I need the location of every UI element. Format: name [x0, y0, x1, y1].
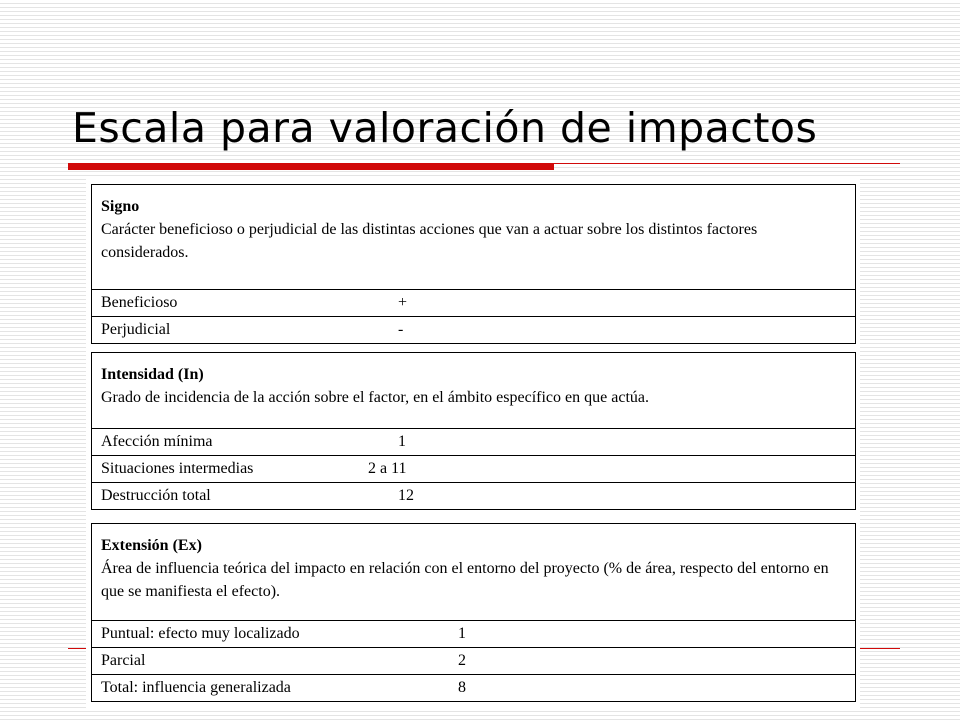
row-value: - — [398, 321, 404, 338]
table-row — [92, 289, 855, 316]
row-value: 2 — [458, 652, 466, 669]
table-intensidad — [91, 352, 856, 510]
table-row — [92, 620, 855, 647]
scale-tables-panel — [86, 176, 860, 709]
row-value: 8 — [458, 679, 466, 696]
row-label: Beneficioso — [101, 294, 178, 311]
table-title: Extensión (Ex) — [101, 537, 202, 554]
table-signo — [91, 184, 856, 344]
row-value: 1 — [398, 433, 406, 450]
title-accent-bar — [68, 163, 554, 170]
row-label: Parcial — [101, 652, 146, 669]
table-description: Carácter beneficioso o perjudicial de las distintas acciones que van a actuar sobre los distintos factores considerados. — [101, 221, 758, 261]
table-description: Área de influencia teórica del impacto en relación con el entorno del proyecto (% de área, respecto del entorno en que se manifiesta el efecto). — [101, 560, 829, 600]
row-label: Total: influencia generalizada — [101, 679, 291, 696]
row-value: 12 — [398, 487, 414, 504]
table-row — [92, 455, 855, 482]
table-row — [92, 428, 855, 455]
row-label: Situaciones intermedias — [101, 460, 254, 477]
table-header — [92, 185, 855, 289]
table-description: Grado de incidencia de la acción sobre el factor, en el ámbito específico en que actúa. — [101, 389, 649, 406]
row-value: 1 — [458, 625, 466, 642]
table-row — [92, 316, 855, 343]
table-header — [92, 524, 855, 620]
table-row — [92, 674, 855, 701]
row-label: Afección mínima — [101, 433, 213, 450]
row-label: Destrucción total — [101, 487, 211, 504]
row-value: + — [398, 294, 408, 311]
table-row — [92, 482, 855, 509]
table-title: Intensidad (In) — [101, 366, 204, 383]
table-title: Signo — [101, 198, 140, 215]
row-label: Perjudicial — [101, 321, 171, 338]
row-value: 2 a 11 — [368, 460, 407, 477]
table-header — [92, 353, 855, 428]
table-row — [92, 647, 855, 674]
table-extension — [91, 523, 856, 702]
row-label: Puntual: efecto muy localizado — [101, 625, 300, 642]
slide-title: Escala para valoración de impactos — [72, 104, 818, 152]
